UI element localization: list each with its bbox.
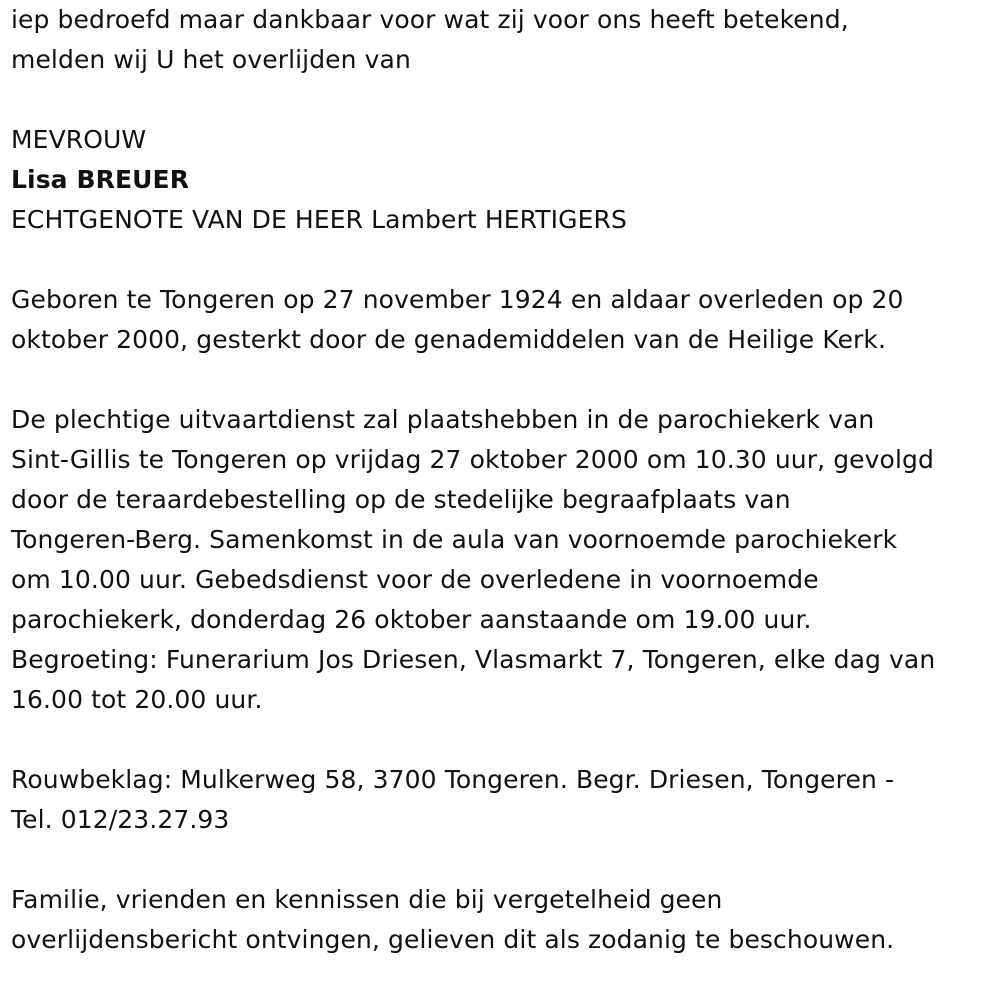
spacer	[11, 360, 996, 400]
birth-death-line-1: Geboren te Tongeren op 27 november 1924 en aldaar overleden op 20	[11, 285, 904, 314]
closing-line-1: Familie, vrienden en kennissen die bij vergetelheid geen	[11, 885, 723, 914]
funeral-line: door de teraardebestelling op de stedelijke begraafplaats van	[11, 485, 791, 514]
funeral-line: Tongeren-Berg. Samenkomst in de aula van voornoemde parochiekerk	[11, 525, 898, 554]
condolences-block	[11, 760, 996, 840]
funeral-line: Begroeting: Funerarium Jos Driesen, Vlasmarkt 7, Tongeren, elke dag van	[11, 645, 936, 674]
funeral-line: De plechtige uitvaartdienst zal plaatshebben in de parochiekerk van	[11, 405, 875, 434]
deceased-name: Lisa BREUER	[11, 165, 190, 194]
spouse-line: ECHTGENOTE VAN DE HEER Lambert HERTIGERS	[11, 205, 627, 234]
funeral-line: parochiekerk, donderdag 26 oktober aanstaande om 19.00 uur.	[11, 605, 812, 634]
spacer	[11, 240, 996, 280]
funeral-line: Sint-Gillis te Tongeren op vrijdag 27 oktober 2000 om 10.30 uur, gevolgd	[11, 445, 934, 474]
condolences-line-2: Tel. 012/23.27.93	[11, 805, 230, 834]
deceased-block	[11, 120, 996, 240]
birth-death-block	[11, 280, 996, 360]
funeral-block	[11, 400, 996, 720]
closing-line-2: overlijdensbericht ontvingen, gelieven dit als zodanig te beschouwen.	[11, 925, 895, 954]
obituary-notice	[11, 0, 996, 960]
intro-line-1: iep bedroefd maar dankbaar voor wat zij voor ons heeft betekend,	[11, 5, 849, 34]
spacer	[11, 840, 996, 880]
spacer	[11, 720, 996, 760]
funeral-line: om 10.00 uur. Gebedsdienst voor de overledene in voornoemde	[11, 565, 819, 594]
condolences-line-1: Rouwbeklag: Mulkerweg 58, 3700 Tongeren. Begr. Driesen, Tongeren -	[11, 765, 895, 794]
intro-line-2: melden wij U het overlijden van	[11, 45, 411, 74]
intro-block	[11, 0, 996, 80]
spacer	[11, 80, 996, 120]
funeral-line: 16.00 tot 20.00 uur.	[11, 685, 263, 714]
honorific: MEVROUW	[11, 125, 147, 154]
closing-block	[11, 880, 996, 960]
birth-death-line-2: oktober 2000, gesterkt door de genademiddelen van de Heilige Kerk.	[11, 325, 887, 354]
